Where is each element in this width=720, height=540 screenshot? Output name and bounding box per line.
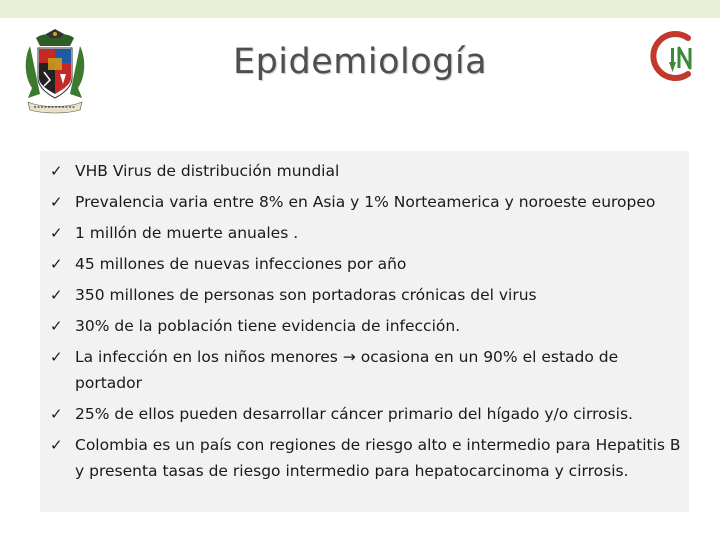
list-item (50, 189, 690, 215)
list-item (50, 220, 690, 246)
top-bar (0, 0, 720, 18)
check-icon: ✓ (50, 348, 63, 366)
check-icon: ✓ (50, 224, 63, 242)
bullet-text: VHB Virus de distribución mundial (75, 162, 340, 180)
bullet-list (50, 158, 690, 489)
list-item (50, 432, 690, 484)
page-title: Epidemiología (232, 42, 488, 82)
bullet-text: Prevalencia varia entre 8% en Asia y 1% Norteamerica y noroeste europeo (75, 193, 656, 211)
check-icon: ✓ (50, 436, 63, 454)
list-item (50, 282, 690, 308)
bullet-text: Colombia es un país con regiones de riesgo alto e intermedio para Hepatitis B y presenta tasas de riesgo intermedio para hepatocarcinoma y cirrosis. (75, 436, 681, 480)
bullet-text: 30% de la población tiene evidencia de infección. (75, 317, 461, 335)
list-item (50, 158, 690, 184)
crest-ribbon (28, 102, 82, 113)
check-icon: ✓ (50, 405, 63, 423)
list-item (50, 251, 690, 277)
list-item (50, 313, 690, 339)
cin-logo (648, 28, 704, 84)
bullet-text: La infección en los niños menores → ocasiona en un 90% el estado de portador (75, 348, 619, 392)
check-icon: ✓ (50, 286, 63, 304)
bullet-text: 25% de ellos pueden desarrollar cáncer primario del hígado y/o cirrosis. (75, 405, 633, 423)
check-icon: ✓ (50, 317, 63, 335)
check-icon: ✓ (50, 255, 63, 273)
bullet-text: 45 millones de nuevas infecciones por año (75, 255, 407, 273)
check-icon: ✓ (50, 162, 63, 180)
bullet-text: 1 millón de muerte anuales . (75, 224, 299, 242)
list-item (50, 401, 690, 427)
list-item (50, 344, 690, 396)
bullet-text: 350 millones de personas son portadoras crónicas del virus (75, 286, 537, 304)
check-icon: ✓ (50, 193, 63, 211)
crest-eagle (46, 29, 64, 38)
